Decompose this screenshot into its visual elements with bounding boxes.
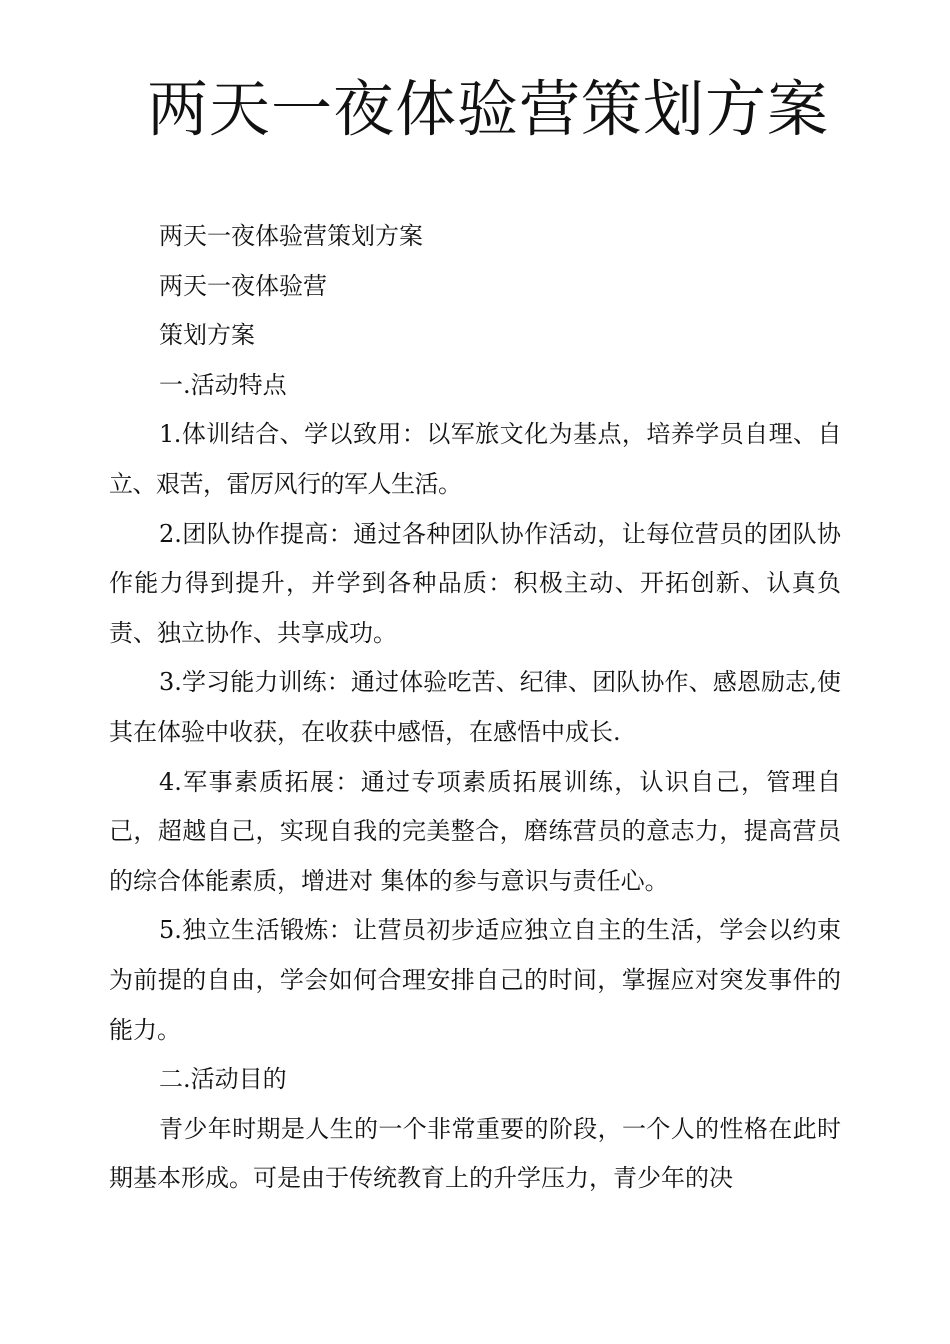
section-heading-purpose: 二.活动目的 [159, 1065, 287, 1094]
section-heading-features: 一.活动特点 [159, 370, 287, 399]
paragraph-plan-label: 策划方案 [159, 321, 255, 350]
paragraph-feature-2: 2.团队协作提高：通过各种团队协作活动，让每位营员的团队协作能力得到提升，并学到各种品质：积极主动、开拓创新、认真负责、独立协作、共享成功。 [109, 519, 841, 647]
document-body [109, 212, 841, 1204]
paragraph-doc-heading: 两天一夜体验营策划方案 [159, 222, 423, 250]
paragraph-purpose-1: 青少年时期是人生的一个非常重要的阶段，一个人的性格在此时期基本形成。可是由于传统教育上的升学压力，青少年的决 [109, 1114, 841, 1193]
document-title: 两天一夜体验营策划方案 [146, 74, 829, 145]
paragraph-feature-5: 5.独立生活锻炼：让营员初步适应独立自主的生活，学会以约束为前提的自由，学会如何合理安排自己的时间，掌握应对突发事件的能力。 [109, 916, 841, 1044]
paragraph-camp-name: 两天一夜体验营 [159, 271, 327, 300]
paragraph-feature-4: 4.军事素质拓展：通过专项素质拓展训练，认识自己，管理自己，超越自己，实现自我的完美整合，磨练营员的意志力，提高营员的综合体能素质，增进对 集体的参与意识与责任心。 [109, 767, 841, 895]
paragraph-feature-1: 1.体训结合、学以致用：以军旅文化为基点，培养学员自理、自立、艰苦，雷厉风行的军人生活。 [109, 420, 841, 498]
paragraph-feature-3: 3.学习能力训练：通过体验吃苦、纪律、团队协作、感恩励志,使其在体验中收获，在收获中感悟，在感悟中成长. [109, 668, 841, 746]
